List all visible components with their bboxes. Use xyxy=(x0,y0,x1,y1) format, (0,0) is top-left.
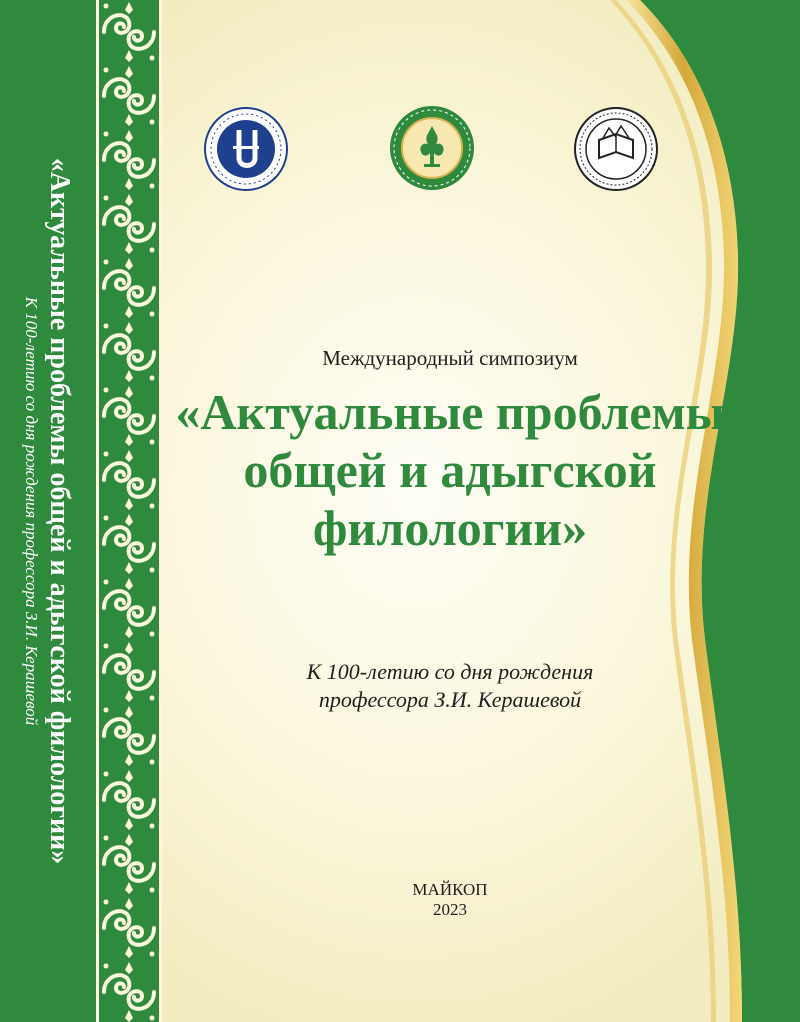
faculty-logo xyxy=(573,106,659,192)
imprint xyxy=(170,880,730,920)
dusha-naroda-logo xyxy=(388,104,476,192)
faculty-seal-icon xyxy=(573,106,659,192)
spine-text-block xyxy=(20,31,76,991)
title-line-2: общей и адыгской xyxy=(243,442,657,498)
dedication xyxy=(170,658,730,714)
dedication-line-2: профессора З.И. Керашевой xyxy=(318,687,582,712)
university-logo xyxy=(203,106,289,192)
city: МАЙКОП xyxy=(412,880,488,899)
symposium-label: Международный симпозиум xyxy=(322,346,578,370)
main-title xyxy=(150,383,750,557)
title-line-3: филологии» xyxy=(312,500,588,556)
spine-subtitle: К 100-летию со дня рождения профессора З.И. Керашевой xyxy=(22,296,41,726)
title-line-1: «Актуальные проблемы xyxy=(175,384,725,440)
dusha-naroda-seal-icon xyxy=(388,104,476,192)
university-seal-icon xyxy=(203,106,289,192)
dedication-line-1: К 100-летию со дня рождения xyxy=(306,659,594,684)
book-spine xyxy=(0,0,96,1022)
spine-title: «Актуальные проблемы общей и адыгской филологии» xyxy=(44,157,75,865)
year: 2023 xyxy=(433,900,467,919)
